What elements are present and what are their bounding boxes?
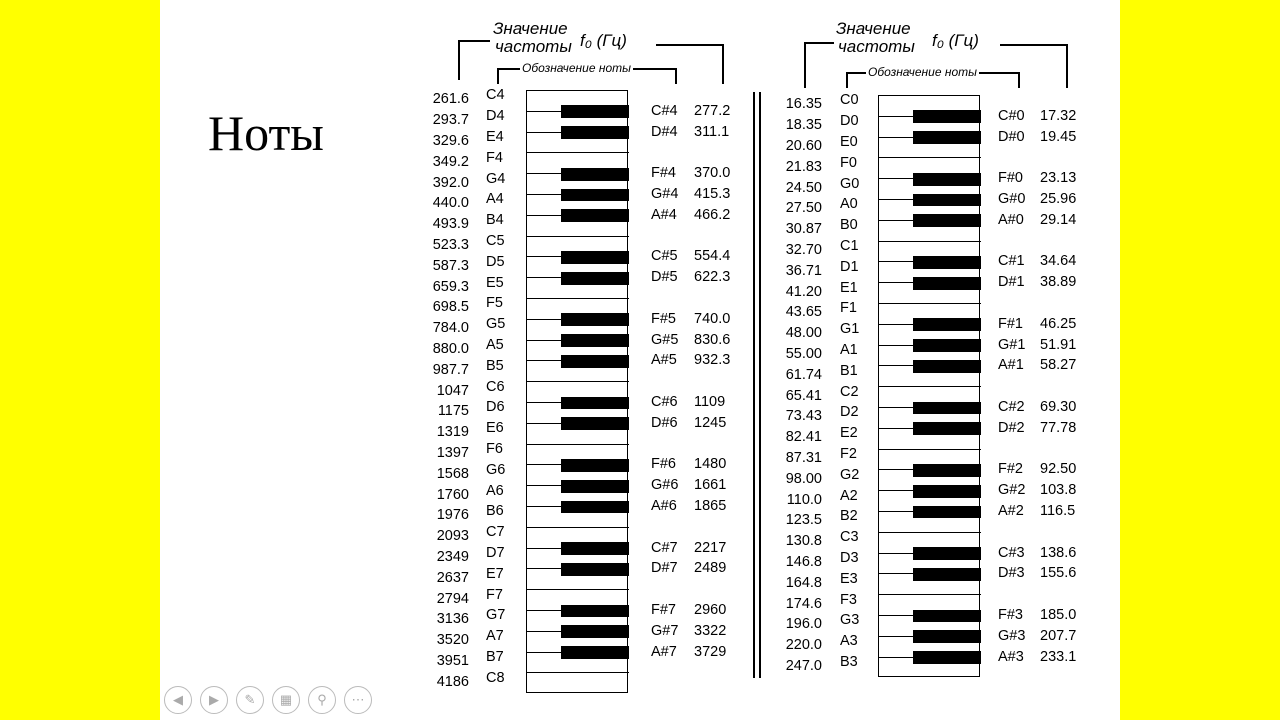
slideshow-toolbar (164, 686, 372, 714)
black-key (913, 402, 981, 415)
right-sharp-note: A#0 (998, 211, 1024, 228)
black-key (561, 397, 629, 410)
left-sharp-note: C#4 (651, 102, 678, 119)
left-sharp-freq: 2960 (694, 602, 727, 618)
black-key (913, 256, 981, 269)
black-key (561, 563, 629, 576)
right-sharp-note: D#2 (998, 419, 1025, 436)
right-natural-note: F3 (840, 591, 857, 608)
right-natural-note: F0 (840, 154, 857, 171)
right-natural-freq: 247.0 (785, 658, 822, 674)
left-natural-freq: 1760 (436, 486, 469, 503)
right-keyboard (878, 95, 980, 677)
left-sharp-note: C#5 (651, 248, 678, 265)
black-key (913, 485, 981, 498)
right-natural-freq: 61.74 (785, 366, 822, 383)
right-natural-freq: 110.0 (786, 491, 822, 508)
left-natural-freq: 493.9 (432, 216, 469, 233)
right-sharp-freq: 17.32 (1040, 107, 1077, 124)
left-sharp-note: A#5 (651, 352, 677, 369)
left-natural-note: E5 (486, 274, 504, 291)
left-natural-freq: 523.3 (432, 237, 469, 253)
header-freq-line1: Значение (493, 19, 568, 38)
white-key-line (527, 444, 629, 445)
right-natural-freq: 87.31 (785, 450, 822, 466)
left-sharp-note: A#6 (651, 498, 677, 514)
header-freq-line2: частоты (495, 37, 572, 56)
white-key-line (527, 672, 629, 673)
right-sharp-freq: 29.14 (1040, 211, 1077, 228)
left-natural-freq: 1319 (436, 424, 469, 441)
right-yellow-band (1120, 0, 1280, 720)
white-key-line (527, 589, 629, 590)
right-natural-note: E1 (840, 279, 858, 296)
left-sharp-freq: 740.0 (694, 310, 731, 327)
next-icon[interactable]: ▶ (200, 686, 228, 714)
slide-title: Ноты (208, 105, 324, 161)
left-natural-freq: 1568 (436, 465, 469, 482)
black-key (913, 422, 981, 435)
left-natural-freq: 698.5 (432, 299, 469, 316)
left-natural-note: C6 (486, 378, 505, 395)
left-natural-note: G4 (486, 170, 506, 187)
right-natural-note: A0 (840, 196, 858, 213)
zoom-icon[interactable]: ⚲ (308, 686, 336, 714)
left-natural-freq: 2637 (436, 569, 469, 586)
left-sharp-freq: 622.3 (694, 269, 731, 286)
left-natural-note: F4 (486, 149, 503, 166)
right-sharp-note: C#1 (998, 253, 1025, 270)
black-key (561, 168, 629, 181)
white-key-line (879, 303, 981, 304)
left-natural-note: D5 (486, 253, 505, 270)
black-key (561, 501, 629, 514)
left-natural-freq: 349.2 (432, 153, 469, 170)
right-sharp-note: G#3 (998, 627, 1026, 644)
left-sharp-freq: 311.1 (694, 123, 730, 140)
right-natural-note: G0 (840, 175, 860, 192)
left-natural-freq: 2349 (436, 549, 469, 565)
left-sharp-note: G#4 (651, 186, 679, 202)
white-key-line (527, 152, 629, 153)
left-natural-freq: 392.0 (432, 174, 469, 191)
white-key-line (879, 449, 981, 450)
right-natural-freq: 82.41 (785, 429, 822, 446)
black-key (913, 568, 981, 581)
left-sharp-note: D#6 (651, 414, 678, 431)
left-natural-freq: 784.0 (432, 320, 469, 337)
right-natural-freq: 36.71 (785, 262, 822, 279)
right-natural-note: A1 (840, 342, 858, 358)
right-natural-freq: 24.50 (785, 179, 822, 196)
right-sharp-note: F#3 (998, 607, 1023, 623)
right-natural-note: E0 (840, 134, 858, 150)
right-natural-freq: 65.41 (785, 387, 822, 404)
black-key (561, 105, 629, 118)
right-natural-note: G3 (840, 612, 860, 629)
right-sharp-freq: 138.6 (1040, 544, 1077, 561)
left-bracket-freq-l (458, 40, 490, 80)
right-natural-freq: 43.65 (785, 304, 822, 321)
left-natural-note: D6 (486, 399, 505, 416)
right-sharp-freq: 46.25 (1040, 315, 1077, 332)
left-sharp-note: G#6 (651, 477, 679, 494)
left-header-note: Обозначение ноты (522, 61, 631, 75)
right-sharp-note: A#2 (998, 503, 1024, 519)
left-natural-note: G7 (486, 607, 506, 624)
black-key (913, 630, 981, 643)
left-natural-freq: 2794 (436, 590, 469, 607)
right-sharp-note: G#1 (998, 336, 1026, 353)
left-sharp-note: C#7 (651, 539, 678, 556)
black-key (561, 334, 629, 347)
right-natural-freq: 55.00 (785, 346, 822, 362)
right-natural-freq: 123.5 (785, 512, 822, 529)
left-sharp-freq: 830.6 (694, 331, 731, 348)
left-natural-note: F5 (486, 295, 503, 312)
left-sharp-freq: 1245 (694, 414, 727, 431)
right-sharp-note: F#1 (998, 315, 1023, 332)
black-key (913, 318, 981, 331)
right-natural-note: D3 (840, 550, 859, 566)
right-natural-note: A3 (840, 633, 858, 650)
right-sharp-note: F#2 (998, 461, 1023, 478)
right-header-freq (836, 20, 915, 56)
black-key (561, 625, 629, 638)
right-natural-freq: 18.35 (785, 117, 822, 134)
left-natural-note: C8 (486, 669, 505, 686)
left-natural-freq: 2093 (436, 528, 469, 545)
left-sharp-note: A#7 (651, 643, 677, 660)
left-sharp-note: D#7 (651, 560, 678, 577)
right-natural-note: D2 (840, 404, 859, 421)
right-sharp-freq: 23.13 (1040, 170, 1077, 187)
black-key (561, 542, 629, 555)
right-sharp-freq: 25.96 (1040, 191, 1077, 207)
left-natural-note: G6 (486, 461, 506, 478)
right-sharp-freq: 155.6 (1040, 565, 1077, 582)
right-sharp-freq: 103.8 (1040, 482, 1077, 499)
white-key-line (879, 594, 981, 595)
left-natural-freq: 1047 (436, 382, 469, 399)
black-key (561, 646, 629, 659)
right-sharp-freq: 116.5 (1040, 503, 1076, 519)
right-natural-note: B1 (840, 362, 858, 379)
black-key (561, 459, 629, 472)
right-sharp-note: G#2 (998, 482, 1026, 499)
left-natural-note: C5 (486, 233, 505, 249)
left-sharp-freq: 370.0 (694, 165, 731, 182)
white-key-line (527, 381, 629, 382)
left-header-freq (493, 20, 572, 56)
left-sharp-freq: 2217 (694, 539, 727, 556)
black-key (561, 480, 629, 493)
white-key-line (879, 157, 981, 158)
right-sharp-freq: 233.1 (1040, 648, 1077, 665)
left-sharp-freq: 1480 (694, 456, 727, 473)
left-natural-note: D7 (486, 545, 505, 561)
right-natural-freq: 16.35 (785, 96, 822, 113)
right-natural-note: G1 (840, 321, 860, 338)
right-natural-freq: 21.83 (785, 158, 822, 175)
pen-icon[interactable]: ✎ (236, 686, 264, 714)
left-natural-note: A7 (486, 628, 504, 645)
left-keyboard (526, 90, 628, 693)
right-natural-freq: 174.6 (785, 595, 822, 612)
right-sharp-freq: 19.45 (1040, 128, 1077, 145)
black-key (913, 506, 981, 519)
right-sharp-note: F#0 (998, 170, 1023, 187)
left-natural-note: B7 (486, 649, 504, 665)
right-natural-note: D1 (840, 258, 859, 275)
left-header-symbol: f₀ (Гц) (580, 31, 627, 50)
left-natural-note: F7 (486, 586, 503, 603)
black-key (913, 651, 981, 664)
right-natural-note: F2 (840, 446, 857, 462)
left-natural-note: D4 (486, 108, 505, 125)
right-natural-note: B2 (840, 508, 858, 525)
right-natural-note: E2 (840, 425, 858, 442)
center-divider-1 (753, 92, 755, 678)
white-key-line (527, 298, 629, 299)
black-key (913, 339, 981, 352)
left-sharp-note: F#7 (651, 602, 676, 618)
black-key (913, 360, 981, 373)
black-key (561, 209, 629, 222)
right-sharp-note: G#0 (998, 191, 1026, 207)
right-sharp-note: C#3 (998, 544, 1025, 561)
white-key-line (527, 236, 629, 237)
right-natural-note: C3 (840, 529, 859, 546)
right-sharp-freq: 38.89 (1040, 274, 1077, 291)
black-key (913, 277, 981, 290)
right-natural-freq: 27.50 (785, 200, 822, 217)
left-sharp-freq: 554.4 (694, 248, 731, 265)
right-natural-freq: 98.00 (785, 470, 822, 487)
header-freq-line2: частоты (838, 37, 915, 56)
left-natural-freq: 880.0 (432, 341, 469, 357)
black-key (913, 131, 981, 144)
left-natural-note: C7 (486, 524, 505, 541)
header-freq-line1: Значение (836, 19, 911, 38)
left-sharp-note: C#6 (651, 394, 678, 410)
right-natural-freq: 146.8 (785, 554, 822, 570)
left-natural-freq: 293.7 (432, 112, 469, 129)
left-natural-freq: 3136 (436, 611, 469, 628)
black-key (561, 605, 629, 618)
right-sharp-freq: 92.50 (1040, 461, 1077, 478)
left-natural-note: E4 (486, 129, 504, 145)
left-natural-note: A5 (486, 337, 504, 353)
left-natural-freq: 261.6 (432, 91, 469, 108)
more-icon[interactable]: ⋯ (344, 686, 372, 714)
left-sharp-freq: 1865 (694, 498, 727, 514)
right-sharp-freq: 51.91 (1040, 336, 1077, 353)
right-header-note: Обозначение ноты (868, 65, 977, 79)
left-natural-note: G5 (486, 316, 506, 333)
right-sharp-note: D#3 (998, 565, 1025, 582)
left-sharp-freq: 466.2 (694, 206, 731, 223)
right-sharp-freq: 185.0 (1040, 607, 1077, 623)
black-key (561, 189, 629, 202)
black-key (561, 313, 629, 326)
right-sharp-note: A#3 (998, 648, 1024, 665)
black-key (561, 272, 629, 285)
left-natural-freq: 1976 (436, 507, 469, 524)
right-sharp-note: A#1 (998, 357, 1024, 374)
white-key-line (879, 241, 981, 242)
left-natural-freq: 329.6 (432, 133, 469, 149)
left-sharp-freq: 2489 (694, 560, 727, 577)
center-divider-2 (759, 92, 761, 678)
right-header-symbol: f₀ (Гц) (932, 31, 979, 50)
white-key-line (527, 527, 629, 528)
right-sharp-freq: 207.7 (1040, 627, 1077, 644)
right-bracket-freq-l (804, 42, 834, 88)
right-sharp-note: C#2 (998, 399, 1025, 415)
black-key (561, 417, 629, 430)
left-sharp-note: F#4 (651, 165, 676, 182)
left-sharp-note: F#6 (651, 456, 676, 473)
left-sharp-note: D#4 (651, 123, 678, 140)
left-natural-note: E6 (486, 420, 504, 437)
black-key (913, 194, 981, 207)
left-sharp-freq: 415.3 (694, 186, 731, 202)
right-natural-note: E3 (840, 570, 858, 587)
left-natural-freq: 1397 (436, 445, 469, 461)
right-natural-freq: 32.70 (785, 242, 822, 258)
left-natural-freq: 440.0 (432, 195, 469, 212)
right-sharp-freq: 69.30 (1040, 399, 1077, 415)
right-natural-note: D0 (840, 113, 859, 130)
right-natural-freq: 130.8 (785, 533, 822, 550)
right-natural-freq: 48.00 (785, 325, 822, 342)
right-natural-note: G2 (840, 466, 860, 483)
left-sharp-note: G#7 (651, 622, 679, 639)
right-sharp-freq: 77.78 (1040, 419, 1077, 436)
right-sharp-freq: 58.27 (1040, 357, 1077, 374)
right-natural-note: C0 (840, 92, 859, 109)
left-sharp-freq: 277.2 (694, 102, 731, 119)
slides-icon[interactable]: ▦ (272, 686, 300, 714)
left-natural-freq: 3951 (436, 653, 469, 669)
right-sharp-note: D#0 (998, 128, 1025, 145)
left-sharp-note: G#5 (651, 331, 679, 348)
right-natural-note: A2 (840, 487, 858, 504)
prev-icon[interactable]: ◀ (164, 686, 192, 714)
left-natural-freq: 1175 (437, 403, 469, 420)
left-natural-freq: 987.7 (432, 361, 469, 378)
black-key (913, 214, 981, 227)
left-natural-freq: 4186 (436, 673, 469, 690)
right-natural-note: B0 (840, 217, 858, 234)
black-key (913, 464, 981, 477)
left-sharp-freq: 932.3 (694, 352, 731, 369)
left-sharp-note: F#5 (651, 310, 676, 327)
white-key-line (879, 532, 981, 533)
left-sharp-freq: 1109 (694, 394, 726, 410)
right-natural-note: C1 (840, 238, 859, 254)
right-natural-freq: 20.60 (785, 138, 822, 154)
right-natural-note: C2 (840, 383, 859, 400)
black-key (561, 251, 629, 264)
right-sharp-freq: 34.64 (1040, 253, 1077, 270)
left-sharp-note: D#5 (651, 269, 678, 286)
left-natural-freq: 659.3 (432, 278, 469, 295)
left-sharp-freq: 3729 (694, 643, 727, 660)
right-natural-freq: 73.43 (785, 408, 822, 425)
left-natural-note: E7 (486, 565, 504, 582)
black-key (913, 173, 981, 186)
right-sharp-note: D#1 (998, 274, 1025, 291)
left-natural-note: C4 (486, 87, 505, 104)
right-natural-freq: 220.0 (785, 637, 822, 654)
right-natural-note: F1 (840, 300, 857, 317)
slide (160, 0, 1120, 720)
left-natural-note: B6 (486, 503, 504, 520)
black-key (913, 110, 981, 123)
right-natural-freq: 41.20 (785, 283, 822, 300)
left-sharp-note: A#4 (651, 206, 677, 223)
left-natural-note: A6 (486, 482, 504, 499)
left-natural-freq: 587.3 (432, 257, 469, 274)
left-natural-note: A4 (486, 191, 504, 208)
left-sharp-freq: 1661 (694, 477, 727, 494)
left-natural-freq: 3520 (436, 632, 469, 649)
left-yellow-band (0, 0, 160, 720)
black-key (913, 547, 981, 560)
left-natural-note: B4 (486, 212, 504, 229)
black-key (913, 610, 981, 623)
right-natural-freq: 164.8 (785, 574, 822, 591)
right-natural-freq: 30.87 (785, 221, 822, 238)
right-natural-freq: 196.0 (785, 616, 822, 633)
left-natural-note: B5 (486, 357, 504, 374)
black-key (561, 355, 629, 368)
white-key-line (879, 386, 981, 387)
black-key (561, 126, 629, 139)
right-sharp-note: C#0 (998, 107, 1025, 124)
left-sharp-freq: 3322 (694, 622, 727, 639)
left-natural-note: F6 (486, 441, 503, 457)
right-natural-note: B3 (840, 654, 858, 670)
